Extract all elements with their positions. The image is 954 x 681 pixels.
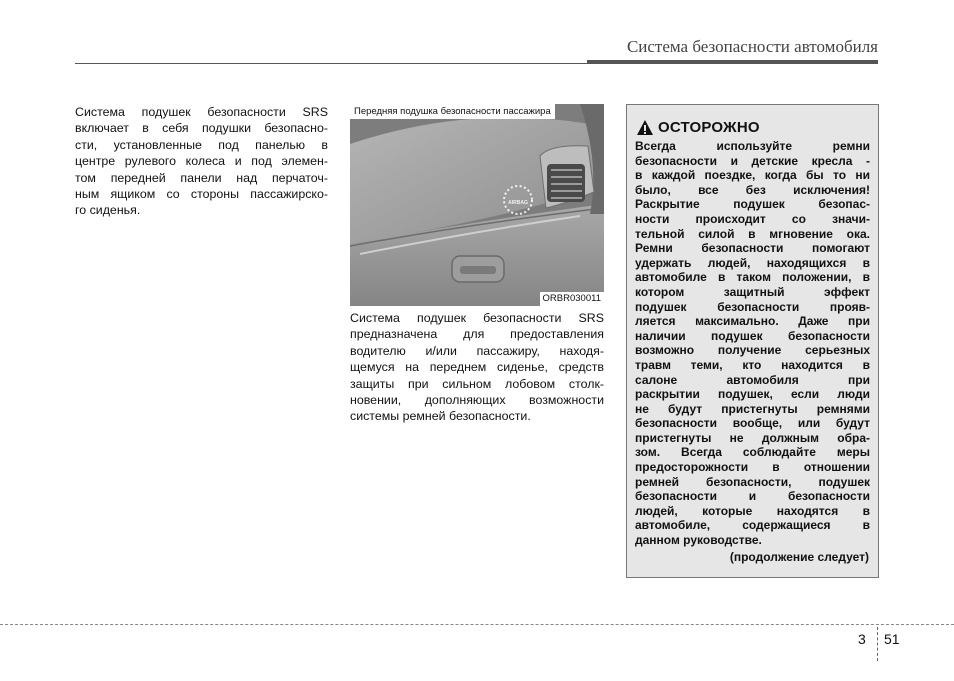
warning-line: не будут пристегнуты ремнями [635, 401, 870, 416]
airbag-figure [350, 104, 604, 306]
warning-line: автомобиле в таком положении, в [635, 270, 870, 285]
intro-paragraph [75, 104, 328, 219]
warning-line: Раскрытие подушек безопас- [635, 197, 870, 212]
text-line: водителю и/или пассажиру, находя- [350, 343, 604, 358]
text-line: центре рулевого колеса и под элемен- [75, 154, 328, 169]
page-number: 51 [884, 631, 900, 647]
text-line: Система подушек безопасности SRS [350, 311, 604, 325]
footer-rule [0, 624, 954, 625]
text-line: сти, установленные под панелью в [75, 137, 328, 152]
warning-line: травм теми, кто находится в [635, 357, 870, 372]
warning-box [626, 104, 879, 578]
warning-line: зом. Всегда соблюдайте меры [635, 445, 870, 460]
text-line: новении, дополняющих возможности [350, 393, 604, 408]
warning-line: раскрытии подушек, если люди [635, 387, 870, 402]
page-header-title: Система безопасности автомобиля [626, 37, 878, 56]
text-line: включает в себя подушки безопасно- [75, 121, 328, 136]
text-line: том передней панели над перчаточ- [75, 170, 328, 185]
warning-line: возможно получение серьезных [635, 343, 870, 358]
warning-line: безопасности вообще, или будут [635, 416, 870, 431]
warning-line: данном руководстве. [635, 533, 762, 548]
warning-title: ОСТОРОЖНО [658, 119, 760, 136]
warning-line: тельной силой в мгновение ока. [635, 226, 870, 241]
warning-line: котором защитный эффект [635, 284, 870, 299]
warning-line: удержать людей, находящихся в [635, 255, 870, 270]
text-line: щемуся на переднем сиденье, средств [350, 360, 604, 375]
warning-line: безопасности и безопасности [635, 489, 870, 504]
text-line: го сиденья. [75, 203, 141, 218]
dashboard-illustration [350, 104, 604, 306]
warning-line: ремней безопасности, подушек [635, 474, 870, 489]
warning-line: людей, которые находятся в [635, 503, 870, 518]
warning-line: подушек безопасности прояв- [635, 299, 870, 314]
warning-line: наличии подушек безопасности [635, 328, 870, 343]
figure-caption: Передняя подушка безопасности пассажира [350, 104, 555, 119]
figure-code: ORBR030011 [540, 292, 604, 306]
continued-note: (продолжение следует) [729, 550, 869, 564]
warning-triangle-icon [636, 119, 654, 136]
chapter-number: 3 [858, 631, 866, 647]
text-line: предназначена для предоставления [350, 327, 604, 342]
text-line: системы ремней безопасности. [350, 409, 531, 424]
warning-line: ляется максимально. Даже при [635, 314, 870, 329]
warning-line: было, все без исключения! [635, 182, 870, 197]
text-line: ным ящиком со стороны пассажирско- [75, 187, 328, 202]
warning-line: ности происходит со значи- [635, 211, 870, 226]
warning-line: салоне автомобиля при [635, 372, 870, 387]
warning-line: автомобиле, содержащиеся в [635, 518, 870, 533]
page-number-divider [877, 627, 878, 661]
text-line: Система подушек безопасности SRS [75, 105, 328, 119]
warning-header [636, 119, 760, 136]
airbag-label: AIRBAG [508, 200, 528, 206]
warning-line: пристегнуты не должным обра- [635, 430, 870, 445]
warning-line: предосторожности в отношении [635, 460, 870, 475]
figure-description [350, 310, 604, 425]
warning-line: безопасности и детские кресла - [635, 153, 870, 168]
text-line: защиты при сильном лобовом столк- [350, 376, 604, 391]
warning-line: Всегда используйте ремни [635, 139, 870, 153]
header-rule-accent [587, 60, 878, 64]
warning-line: Ремни безопасности помогают [635, 241, 870, 256]
warning-text [635, 139, 870, 548]
warning-line: в каждой поездке, когда бы то ни [635, 168, 870, 183]
